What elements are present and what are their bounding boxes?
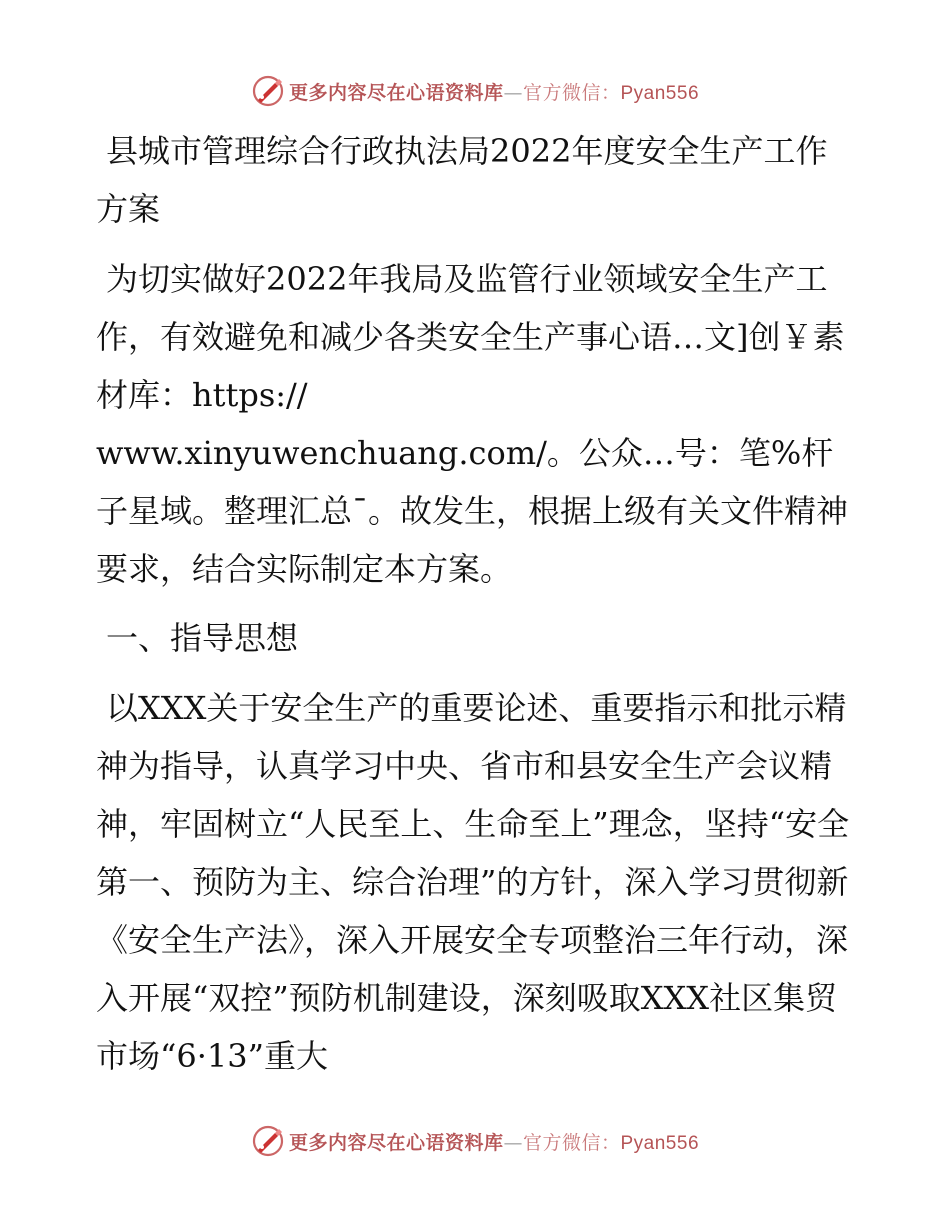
header-watermark-banner bbox=[0, 71, 950, 111]
intro-paragraph-part2: www.xinyuwenchuang.com/。公众…号：笔%杆子星域。整理汇总¯。故发生，根据上级有关文件精神要求，结合实际制定本方案。 bbox=[96, 434, 849, 588]
document-body bbox=[96, 122, 856, 1096]
intro-paragraph-part1: 为切实做好2022年我局及监管行业领域安全生产工作，有效避免和减少各类安全生产事心语…文]创￥素材库：https:// bbox=[96, 260, 845, 414]
header-watermark-text: 更多内容尽在心语资料库—官方微信：Pyan556 bbox=[288, 81, 700, 104]
footer-watermark-text: 更多内容尽在心语资料库—官方微信：Pyan556 bbox=[288, 1131, 700, 1154]
document-title: 县城市管理综合行政执法局2022年度安全生产工作方案 bbox=[96, 132, 828, 228]
pen-logo-icon bbox=[251, 74, 285, 108]
section1-body: 以XXX关于安全生产的重要论述、重要指示和批示精神为指导，认真学习中央、省市和县安全生产会议精神，牢固树立“人民至上、生命至上”理念，坚持“安全第一、预防为主、综合治理”的方针，深入学习贯彻新《安全生产法》，深入开展安全专项整治三年行动，深入开展“双控”预防机制建设，深刻吸取XXX社区集贸市场“6·13”重大 bbox=[96, 689, 850, 1075]
footer-watermark-banner bbox=[0, 1121, 950, 1161]
section1-heading: 一、指导思想 bbox=[106, 619, 299, 657]
pen-logo-icon bbox=[251, 1124, 285, 1158]
